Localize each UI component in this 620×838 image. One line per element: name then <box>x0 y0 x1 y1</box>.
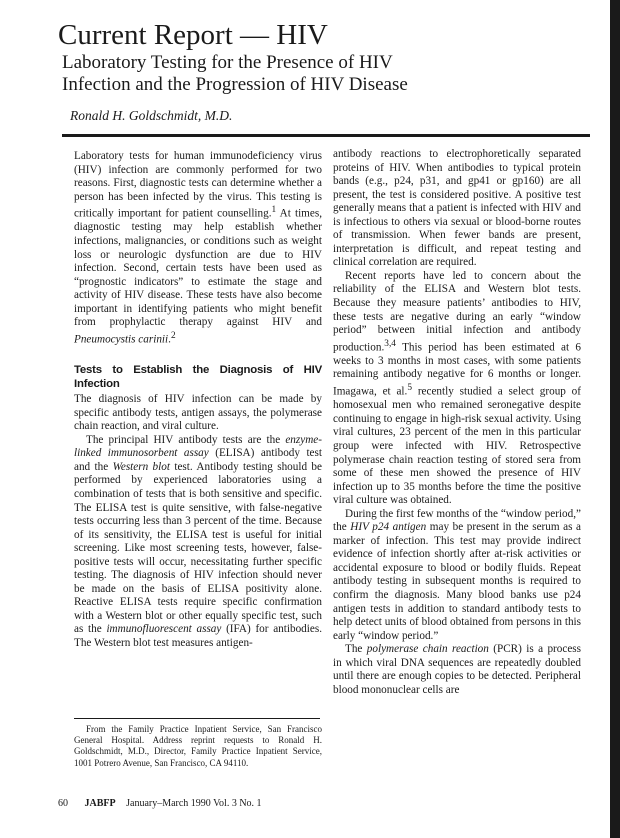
reference-marker[interactable]: 1 <box>271 205 277 216</box>
reference-marker[interactable]: 3,4 <box>384 338 396 349</box>
paragraph-pcr: The polymerase chain reaction (PCR) is a process in which viral DNA sequences are repeatedly doubled until there are enough copies to be detected. Peripheral blood mononuclear cells are <box>333 643 582 696</box>
page-number: 60 <box>58 798 68 809</box>
affiliation-footnote: From the Family Practice Inpatient Service, San Francisco General Hospital. Address reprint requests to Ronald H. Goldschmidt, M.D., Director, Family Practice Inpatient Service, 1001 Potrero Avenue, San Francisco, CA 94110. <box>74 724 322 768</box>
header-rule <box>62 134 590 137</box>
paragraph-western-blot: antibody reactions to electrophoretically separated proteins of HIV. When antibodies to typical protein bands (e.g., p24, p31, and gp41 or gp160) are all present, the test is considered positive. A positive test generally means that a patient is infected with HIV and is infectious to others via sexual or blood-borne routes of transmission. When fewer bands are present, interpretation is difficult, and repeat testing and clinical correlation are required. <box>333 148 581 269</box>
article-title <box>62 52 582 96</box>
page-footer <box>58 798 262 809</box>
page-edge-bar <box>610 0 620 838</box>
reference-marker[interactable]: 5 <box>407 383 413 394</box>
author-byline: Ronald H. Goldschmidt, M.D. <box>70 108 233 123</box>
reference-marker[interactable]: 2 <box>170 330 176 341</box>
paragraph-p24-antigen: During the first few months of the “window period,” the HIV p24 antigen may be present in the serum as a marker of infection. This test may provide indirect evidence of infection shortly after at-risk activities or accidental exposure to blood or bodily fluids. Repeat antibody testing in subsequent months is required to confirm the diagnosis. Many blood banks use p24 antigen tests in addition to standard antibody tests to help detect units of blood obtained from persons in this early “window period.” <box>333 507 582 642</box>
article-title-line-2: Infection and the Progression of HIV Disease <box>62 74 408 95</box>
left-column <box>74 150 322 651</box>
footnote-rule <box>74 718 320 719</box>
paragraph-window-period: Recent reports have led to concern about the reliability of the ELISA and Western blot tests. Because they measure patients’ antibodies to HIV, these tests are negative during an early “window period” between initial infection and antibody production.$^{3,4}$ This period has been estimated at 6 weeks to 3 months in most cases, with some patients remaining antibody negative for 6 months or longer. Imagawa, et al.$^5$ recently studied a select group of homosexual men who remained seronegative despite continuing to engage in high-risk sexual activity. Using viral cultures, 23 percent of the men in this particular group were infected with HIV. Retrospective polymerase chain reaction testing of stored sera from some of these men showed the presence of HIV infection up to 35 months before the time the positive viral culture was obtained. <box>333 269 581 507</box>
paragraph-diagnosis: The diagnosis of HIV infection can be made by specific antibody tests, antigen assays, the polymerase chain reaction, and viral culture. <box>74 393 322 433</box>
article-title-line-1: Laboratory Testing for the Presence of HIV <box>62 52 393 73</box>
paragraph-intro: Laboratory tests for human immunodeficiency virus (HIV) infection are commonly performed for two reasons. First, diagnostic tests can determine whether a person has been infected by the virus. This testing is critically important for patient counselling.$^1$ At times, diagnostic testing may help establish whether infections, malignancies, or conditions such as weight loss or neurologic dysfunction are due to HIV infection. Second, certain tests have been used as “prognostic indicators” to estimate the stage and activity of HIV disease. These tests have also become important in identifying patients who might benefit from prophylactic therapy against HIV and Pneumocystis carinii.$^2$ <box>74 150 322 346</box>
right-column <box>333 148 581 697</box>
issue-info: January–March 1990 Vol. 3 No. 1 <box>126 798 262 809</box>
journal-name: JABFP <box>84 798 116 809</box>
paragraph-antibody-tests: The principal HIV antibody tests are the enzyme-linked immunosorbent assay (ELISA) antibody test and the Western blot test. Antibody testing should be performed by experienced laboratories using a combination of tests that is both sensitive and specific. The ELISA test is quite sensitive, with false-negative tests occurring less than 3 percent of the time. Because of its sensitivity, the ELISA test is useful for initial screening. Like most screening tests, however, false-positive tests will occur, necessitating further specific testing. The diagnosis of HIV infection should never be made on the basis of ELISA positivity alone. Reactive ELISA tests require specific confirmation with a Western blot or other equally specific test, such as the immunofluorescent assay (IFA) for antibodies. The Western blot test measures antigen- <box>74 433 322 649</box>
report-title: Current Report — HIV <box>58 19 328 51</box>
section-heading: Tests to Establish the Diagnosis of HIV Infection <box>74 364 322 391</box>
